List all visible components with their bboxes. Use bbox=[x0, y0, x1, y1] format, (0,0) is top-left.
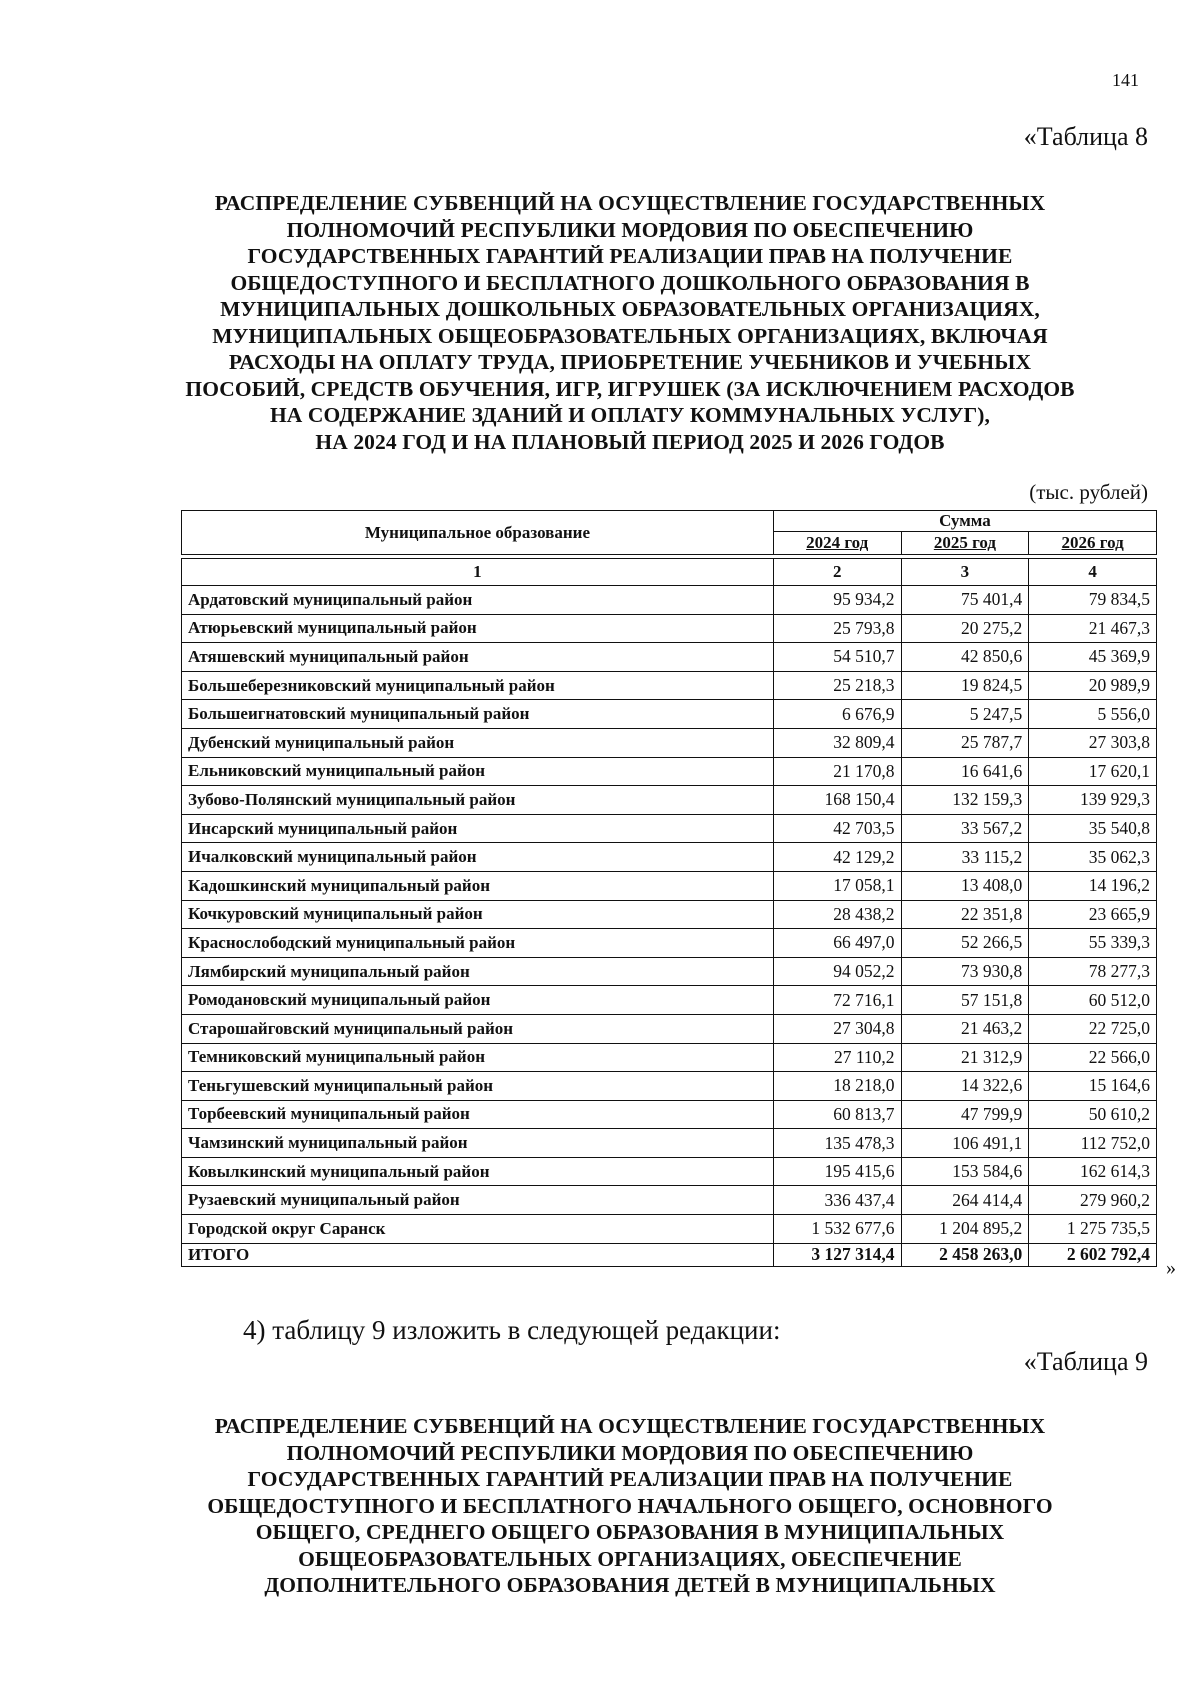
value-2026: 112 752,0 bbox=[1029, 1129, 1157, 1158]
municipality-name: Ардатовский муниципальный район bbox=[182, 586, 774, 615]
table8-label: «Таблица 8 bbox=[1023, 122, 1148, 151]
heading-line: НА СОДЕРЖАНИЕ ЗДАНИЙ И ОПЛАТУ КОММУНАЛЬНЫХ УСЛУГ), bbox=[269, 403, 990, 427]
table-row bbox=[182, 671, 1157, 700]
municipality-name: Чамзинский муниципальный район bbox=[182, 1129, 774, 1158]
value-2026: 79 834,5 bbox=[1029, 586, 1157, 615]
value-2024: 3 127 314,4 bbox=[773, 1243, 901, 1266]
heading-line: ГОСУДАРСТВЕННЫХ ГАРАНТИЙ РЕАЛИЗАЦИИ ПРАВ НА ПОЛУЧЕНИЕ bbox=[247, 244, 1013, 268]
table-row bbox=[182, 586, 1157, 615]
value-2026: 35 540,8 bbox=[1029, 814, 1157, 843]
value-2026: 14 196,2 bbox=[1029, 871, 1157, 900]
heading-line: ОБЩЕОБРАЗОВАТЕЛЬНЫХ ОРГАНИЗАЦИЯХ, ОБЕСПЕЧЕНИЕ bbox=[298, 1546, 962, 1571]
value-2024: 94 052,2 bbox=[773, 957, 901, 986]
column-number: 1 bbox=[182, 559, 774, 586]
value-2025: 13 408,0 bbox=[901, 871, 1029, 900]
value-2025: 264 414,4 bbox=[901, 1186, 1029, 1215]
municipality-name: Большеигнатовский муниципальный район bbox=[182, 700, 774, 729]
heading-line: ОБЩЕДОСТУПНОГО И БЕСПЛАТНОГО НАЧАЛЬНОГО ОБЩЕГО, ОСНОВНОГО bbox=[207, 1493, 1053, 1518]
value-2024: 27 304,8 bbox=[773, 1014, 901, 1043]
table-row bbox=[182, 1100, 1157, 1129]
heading-line: ПОСОБИЙ, СРЕДСТВ ОБУЧЕНИЯ, ИГР, ИГРУШЕК (ЗА ИСКЛЮЧЕНИЕМ РАСХОДОВ bbox=[185, 376, 1075, 401]
value-2024: 54 510,7 bbox=[773, 643, 901, 672]
value-2026: 139 929,3 bbox=[1029, 786, 1157, 815]
header-sum: Сумма bbox=[773, 511, 1156, 532]
value-2024: 6 676,9 bbox=[773, 700, 901, 729]
value-2024: 32 809,4 bbox=[773, 728, 901, 757]
table-row bbox=[182, 757, 1157, 786]
value-2025: 132 159,3 bbox=[901, 786, 1029, 815]
municipality-name: Зубово-Полянский муниципальный район bbox=[182, 786, 774, 815]
value-2026: 1 275 735,5 bbox=[1029, 1215, 1157, 1244]
municipality-name: Ромодановский муниципальный район bbox=[182, 986, 774, 1015]
table-row bbox=[182, 1157, 1157, 1186]
table9-label: «Таблица 9 bbox=[1023, 1347, 1148, 1376]
table-row bbox=[182, 900, 1157, 929]
heading-line: ГОСУДАРСТВЕННЫХ ГАРАНТИЙ РЕАЛИЗАЦИИ ПРАВ НА ПОЛУЧЕНИЕ bbox=[247, 1467, 1013, 1491]
value-2026: 78 277,3 bbox=[1029, 957, 1157, 986]
value-2026: 35 062,3 bbox=[1029, 843, 1157, 872]
value-2025: 33 567,2 bbox=[901, 814, 1029, 843]
value-2024: 17 058,1 bbox=[773, 871, 901, 900]
value-2025: 153 584,6 bbox=[901, 1157, 1029, 1186]
table-row bbox=[182, 1014, 1157, 1043]
table-row bbox=[182, 1186, 1157, 1215]
value-2025: 33 115,2 bbox=[901, 843, 1029, 872]
value-2026: 20 989,9 bbox=[1029, 671, 1157, 700]
value-2026: 279 960,2 bbox=[1029, 1186, 1157, 1215]
value-2025: 42 850,6 bbox=[901, 643, 1029, 672]
municipality-name: Краснослободский муниципальный район bbox=[182, 929, 774, 958]
table-row bbox=[182, 643, 1157, 672]
table8-heading bbox=[160, 190, 1100, 455]
value-2024: 195 415,6 bbox=[773, 1157, 901, 1186]
table-row bbox=[182, 1215, 1157, 1244]
value-2024: 42 129,2 bbox=[773, 843, 901, 872]
municipality-name: Атяшевский муниципальный район bbox=[182, 643, 774, 672]
value-2026: 22 566,0 bbox=[1029, 1043, 1157, 1072]
value-2025: 47 799,9 bbox=[901, 1100, 1029, 1129]
value-2025: 21 312,9 bbox=[901, 1043, 1029, 1072]
value-2025: 22 351,8 bbox=[901, 900, 1029, 929]
value-2026: 17 620,1 bbox=[1029, 757, 1157, 786]
table-row bbox=[182, 929, 1157, 958]
heading-line: ПОЛНОМОЧИЙ РЕСПУБЛИКИ МОРДОВИЯ ПО ОБЕСПЕЧЕНИЮ bbox=[286, 217, 974, 242]
value-2026: 5 556,0 bbox=[1029, 700, 1157, 729]
value-2024: 336 437,4 bbox=[773, 1186, 901, 1215]
municipality-name: Темниковский муниципальный район bbox=[182, 1043, 774, 1072]
heading-line: НА 2024 ГОД И НА ПЛАНОВЫЙ ПЕРИОД 2025 И 2026 ГОДОВ bbox=[315, 429, 945, 454]
value-2024: 27 110,2 bbox=[773, 1043, 901, 1072]
value-2025: 2 458 263,0 bbox=[901, 1243, 1029, 1266]
value-2026: 23 665,9 bbox=[1029, 900, 1157, 929]
table-row bbox=[182, 614, 1157, 643]
municipality-name: Лямбирский муниципальный район bbox=[182, 957, 774, 986]
closing-quote: » bbox=[1166, 1257, 1176, 1279]
municipality-name: Кадошкинский муниципальный район bbox=[182, 871, 774, 900]
value-2024: 42 703,5 bbox=[773, 814, 901, 843]
municipality-name: ИТОГО bbox=[182, 1243, 774, 1266]
value-2024: 21 170,8 bbox=[773, 757, 901, 786]
column-number: 2 bbox=[773, 559, 901, 586]
municipality-name: Ковылкинский муниципальный район bbox=[182, 1157, 774, 1186]
value-2025: 21 463,2 bbox=[901, 1014, 1029, 1043]
heading-line: РАСХОДЫ НА ОПЛАТУ ТРУДА, ПРИОБРЕТЕНИЕ УЧЕБНИКОВ И УЧЕБНЫХ bbox=[228, 350, 1032, 374]
header-year-2025: 2025 год bbox=[901, 532, 1029, 555]
table-row bbox=[182, 957, 1157, 986]
municipality-name: Рузаевский муниципальный район bbox=[182, 1186, 774, 1215]
table-row bbox=[182, 986, 1157, 1015]
value-2025: 16 641,6 bbox=[901, 757, 1029, 786]
value-2024: 95 934,2 bbox=[773, 586, 901, 615]
value-2024: 25 218,3 bbox=[773, 671, 901, 700]
municipality-name: Инсарский муниципальный район bbox=[182, 814, 774, 843]
table-row bbox=[182, 814, 1157, 843]
municipality-name: Кочкуровский муниципальный район bbox=[182, 900, 774, 929]
table9-heading bbox=[160, 1413, 1100, 1599]
value-2025: 75 401,4 bbox=[901, 586, 1029, 615]
municipality-name: Ичалковский муниципальный район bbox=[182, 843, 774, 872]
value-2024: 168 150,4 bbox=[773, 786, 901, 815]
table-row bbox=[182, 728, 1157, 757]
table-row bbox=[182, 700, 1157, 729]
value-2025: 14 322,6 bbox=[901, 1072, 1029, 1101]
municipality-name: Ельниковский муниципальный район bbox=[182, 757, 774, 786]
table-row bbox=[182, 1129, 1157, 1158]
value-2024: 72 716,1 bbox=[773, 986, 901, 1015]
value-2025: 73 930,8 bbox=[901, 957, 1029, 986]
table-row bbox=[182, 843, 1157, 872]
municipality-name: Атюрьевский муниципальный район bbox=[182, 614, 774, 643]
table-row bbox=[182, 871, 1157, 900]
value-2026: 45 369,9 bbox=[1029, 643, 1157, 672]
heading-line: ПОЛНОМОЧИЙ РЕСПУБЛИКИ МОРДОВИЯ ПО ОБЕСПЕЧЕНИЮ bbox=[286, 1440, 974, 1465]
heading-line: РАСПРЕДЕЛЕНИЕ СУБВЕНЦИЙ НА ОСУЩЕСТВЛЕНИЕ ГОСУДАРСТВЕННЫХ bbox=[214, 1414, 1046, 1438]
value-2024: 25 793,8 bbox=[773, 614, 901, 643]
value-2026: 60 512,0 bbox=[1029, 986, 1157, 1015]
subvention-table bbox=[181, 510, 1157, 1267]
value-2024: 1 532 677,6 bbox=[773, 1215, 901, 1244]
column-number: 3 bbox=[901, 559, 1029, 586]
table-row bbox=[182, 1072, 1157, 1101]
municipality-name: Дубенский муниципальный район bbox=[182, 728, 774, 757]
value-2025: 57 151,8 bbox=[901, 986, 1029, 1015]
value-2025: 52 266,5 bbox=[901, 929, 1029, 958]
value-2025: 106 491,1 bbox=[901, 1129, 1029, 1158]
value-2025: 20 275,2 bbox=[901, 614, 1029, 643]
value-2026: 50 610,2 bbox=[1029, 1100, 1157, 1129]
instruction-text: 4) таблицу 9 изложить в следующей редакции: bbox=[243, 1315, 781, 1345]
value-2024: 18 218,0 bbox=[773, 1072, 901, 1101]
heading-line: МУНИЦИПАЛЬНЫХ ДОШКОЛЬНЫХ ОБРАЗОВАТЕЛЬНЫХ ОРГАНИЗАЦИЯХ, bbox=[220, 297, 1040, 321]
value-2025: 19 824,5 bbox=[901, 671, 1029, 700]
table-row bbox=[182, 786, 1157, 815]
heading-line: ДОПОЛНИТЕЛЬНОГО ОБРАЗОВАНИЯ ДЕТЕЙ В МУНИЦИПАЛЬНЫХ bbox=[264, 1573, 996, 1597]
heading-line: РАСПРЕДЕЛЕНИЕ СУБВЕНЦИЙ НА ОСУЩЕСТВЛЕНИЕ ГОСУДАРСТВЕННЫХ bbox=[214, 191, 1046, 215]
heading-line: ОБЩЕДОСТУПНОГО И БЕСПЛАТНОГО ДОШКОЛЬНОГО ОБРАЗОВАНИЯ В bbox=[230, 270, 1030, 295]
value-2025: 25 787,7 bbox=[901, 728, 1029, 757]
municipality-name: Городской округ Саранск bbox=[182, 1215, 774, 1244]
municipality-name: Старошайговский муниципальный район bbox=[182, 1014, 774, 1043]
total-row bbox=[182, 1243, 1157, 1266]
units-label: (тыс. рублей) bbox=[1029, 480, 1148, 504]
value-2026: 162 614,3 bbox=[1029, 1157, 1157, 1186]
header-year-2026: 2026 год bbox=[1029, 532, 1157, 555]
value-2026: 15 164,6 bbox=[1029, 1072, 1157, 1101]
value-2024: 66 497,0 bbox=[773, 929, 901, 958]
column-number: 4 bbox=[1029, 559, 1157, 586]
value-2024: 60 813,7 bbox=[773, 1100, 901, 1129]
value-2024: 28 438,2 bbox=[773, 900, 901, 929]
heading-line: ОБЩЕГО, СРЕДНЕГО ОБЩЕГО ОБРАЗОВАНИЯ В МУНИЦИПАЛЬНЫХ bbox=[255, 1520, 1005, 1544]
heading-line: МУНИЦИПАЛЬНЫХ ОБЩЕОБРАЗОВАТЕЛЬНЫХ ОРГАНИЗАЦИЯХ, ВКЛЮЧАЯ bbox=[212, 323, 1048, 348]
value-2026: 2 602 792,4 bbox=[1029, 1243, 1157, 1266]
municipality-name: Теньгушевский муниципальный район bbox=[182, 1072, 774, 1101]
value-2025: 5 247,5 bbox=[901, 700, 1029, 729]
value-2026: 21 467,3 bbox=[1029, 614, 1157, 643]
page-number: 141 bbox=[1112, 70, 1139, 90]
value-2026: 27 303,8 bbox=[1029, 728, 1157, 757]
header-municipality: Муниципальное образование bbox=[182, 511, 774, 555]
value-2026: 55 339,3 bbox=[1029, 929, 1157, 958]
value-2026: 22 725,0 bbox=[1029, 1014, 1157, 1043]
municipality-name: Большеберезниковский муниципальный район bbox=[182, 671, 774, 700]
municipality-name: Торбеевский муниципальный район bbox=[182, 1100, 774, 1129]
header-year-2024: 2024 год bbox=[773, 532, 901, 555]
value-2025: 1 204 895,2 bbox=[901, 1215, 1029, 1244]
value-2024: 135 478,3 bbox=[773, 1129, 901, 1158]
table-row bbox=[182, 1043, 1157, 1072]
